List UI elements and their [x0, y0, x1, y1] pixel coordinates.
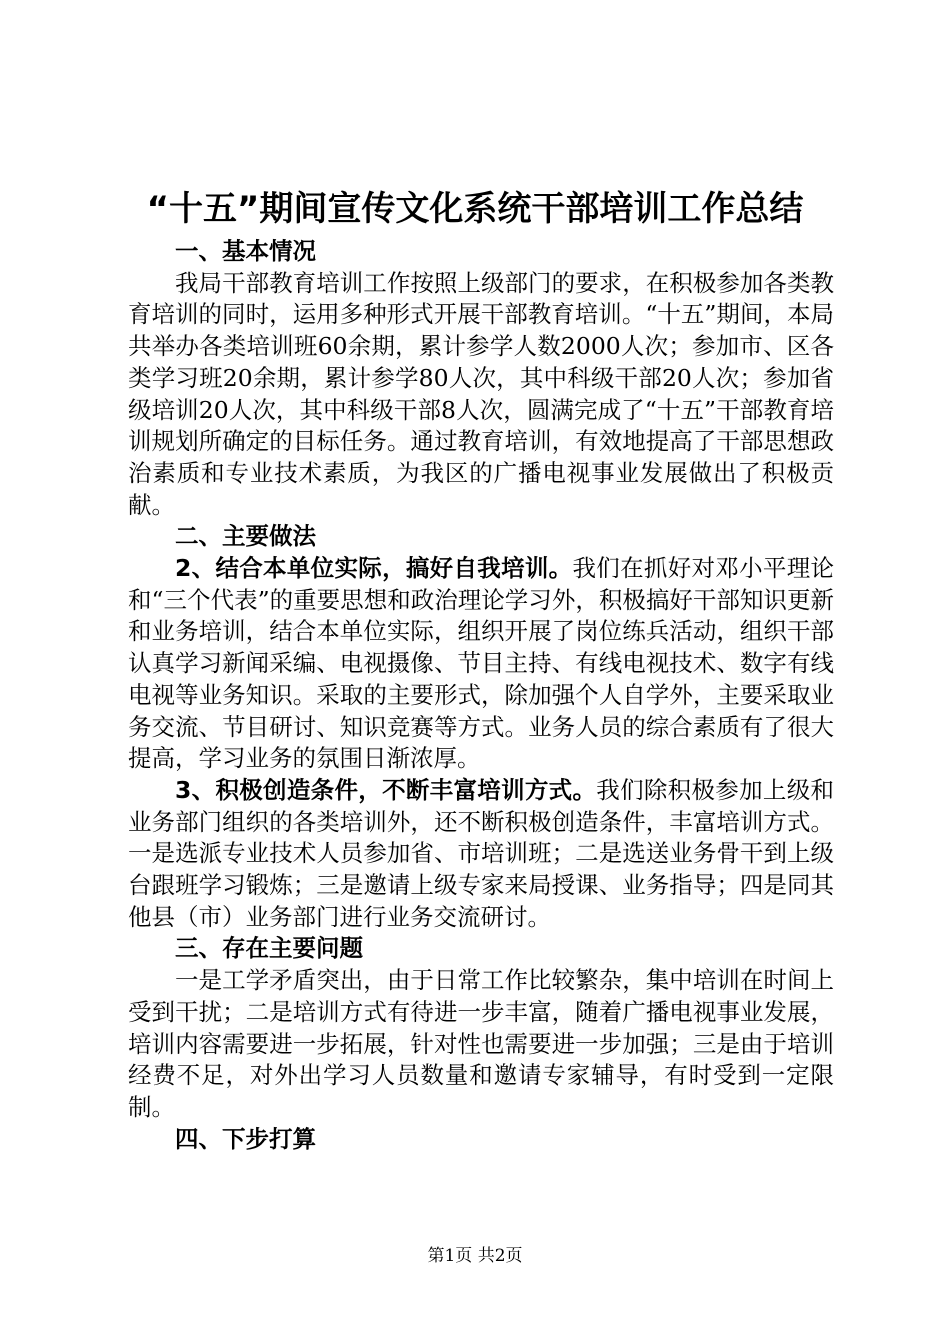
- paragraph-lead-self-training: 2、结合本单位实际，搞好自我培训。: [175, 554, 573, 583]
- page-footer: 第1页 共2页: [427, 1246, 523, 1266]
- section-heading-main-problems: 三、存在主要问题: [175, 934, 363, 963]
- document-title: “十五”期间宣传文化系统干部培训工作总结: [146, 189, 804, 229]
- paragraph-text-training-methods: 我们除积极参加上级和业务部门组织的各类培训外，还不断积极创造条件，丰富培训方式。一是选派专业技术人员参加省、市培训班；二是选送业务骨干到上级台跟班学习锻炼；三是邀请上级专家来局授课、业务指导；四是同其他县（市）业务部门进行业务交流研讨。: [128, 775, 834, 931]
- section-heading-basic-situation: 一、基本情况: [175, 237, 316, 265]
- section-heading-next-steps: 四、下步打算: [175, 1124, 316, 1153]
- section-heading-main-practices: 二、主要做法: [175, 522, 316, 551]
- paragraph-main-problems: 一是工学矛盾突出，由于日常工作比较繁杂，集中培训在时间上受到干扰；二是培训方式有待进一步丰富，随着广播电视事业发展，培训内容需要进一步拓展，针对性也需要进一步加强；三是由于培训经费不足，对外出学习人员数量和邀请专家辅导，有时受到一定限制。: [128, 966, 834, 1121]
- paragraph-text-self-training: 我们在抓好对邓小平理论和“三个代表”的重要思想和政治理论学习外，积极搞好干部知识更新和业务培训，结合本单位实际，组织开展了岗位练兵活动，组织干部认真学习新闻采编、电视摄像、节目主持、有线电视技术、数字有线电视等业务知识。采取的主要形式，除加强个人自学外，主要采取业务交流、节目研讨、知识竞赛等方式。业务人员的综合素质有了很大提高，学习业务的氛围日渐浓厚。: [128, 554, 834, 773]
- paragraph-basic-situation: 我局干部教育培训工作按照上级部门的要求，在积极参加各类教育培训的同时，运用多种形式开展干部教育培训。“十五”期间，本局共举办各类培训班60余期，累计参学人数2000人次；参加市、区各类学习班20余期，累计参学80人次，其中科级干部20人次；参加省级培训20人次，其中科级干部8人次，圆满完成了“十五”干部教育培训规划所确定的目标任务。通过教育培训，有效地提高了干部思想政治素质和专业技术素质，为我区的广播电视事业发展做出了积极贡献。: [128, 268, 834, 519]
- paragraph-lead-training-methods: 3、积极创造条件，不断丰富培训方式。: [175, 775, 597, 804]
- paragraph-training-methods: [128, 775, 834, 934]
- document-body: [128, 236, 834, 1155]
- paragraph-self-training: [128, 553, 834, 775]
